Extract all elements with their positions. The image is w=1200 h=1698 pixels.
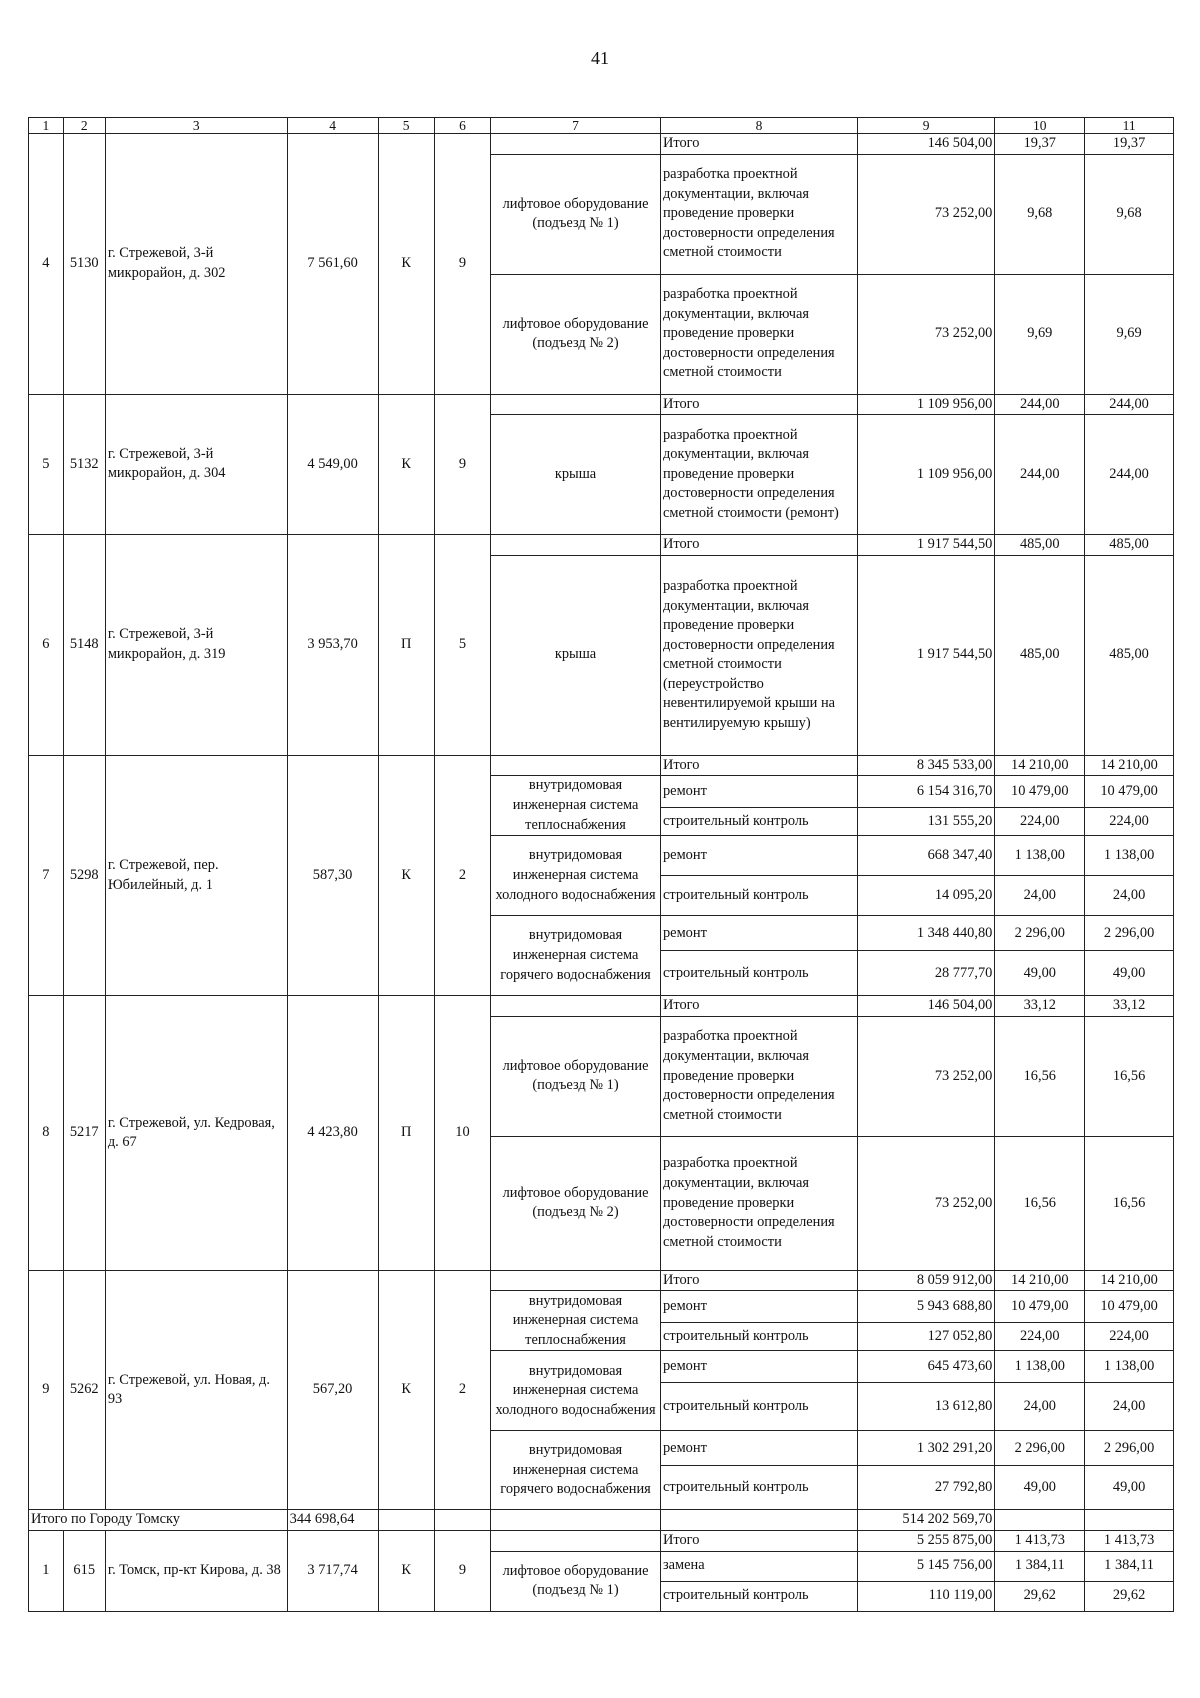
work-cost: 1 348 440,80 [857,916,994,951]
limit-per-m2: 10 479,00 [1085,1291,1174,1323]
city-total-row [29,1510,1174,1531]
work-cost: 6 154 316,70 [857,776,994,808]
house-code: 5132 [63,394,105,535]
cost-per-m2: 33,12 [995,996,1085,1017]
cost-per-m2: 19,37 [995,134,1085,155]
col-number: 11 [1085,118,1174,134]
element-name: внутридомовая инженерная система холодного водоснабжения [491,836,661,916]
house-code: 615 [63,1531,105,1612]
work-type: строительный контроль [660,808,857,836]
empty-cell [491,1510,661,1531]
house-area: 567,20 [287,1270,378,1510]
total-label: Итого [660,1270,857,1291]
floor-count: 5 [434,535,490,756]
row-number: 6 [29,535,64,756]
house-code: 5130 [63,134,105,395]
city-total-label: Итого по Городу Томску [29,1510,288,1531]
limit-per-m2: 16,56 [1085,1136,1174,1270]
work-cost: 73 252,00 [857,1016,994,1136]
limit-per-m2: 24,00 [1085,1383,1174,1431]
work-type: строительный контроль [660,876,857,916]
city-total-area: 344 698,64 [287,1510,378,1531]
table-row [29,134,1174,155]
work-cost: 127 052,80 [857,1323,994,1351]
work-cost: 13 612,80 [857,1383,994,1431]
empty-cell [378,1510,434,1531]
house-area: 587,30 [287,755,378,996]
empty-cell [491,535,661,556]
wall-material: К [378,755,434,996]
total-cost: 8 345 533,00 [857,755,994,776]
house-area: 3 953,70 [287,535,378,756]
limit-per-m2: 16,56 [1085,1016,1174,1136]
total-cost: 146 504,00 [857,134,994,155]
work-cost: 73 252,00 [857,274,994,394]
wall-material: П [378,996,434,1271]
house-code: 5148 [63,535,105,756]
wall-material: П [378,535,434,756]
empty-cell [1085,1510,1174,1531]
work-type: разработка проектной документации, включая проведение проверки достоверности определения сметной стоимости [660,154,857,274]
limit-per-m2: 10 479,00 [1085,776,1174,808]
empty-cell [491,394,661,415]
limit-per-m2: 224,00 [1085,808,1174,836]
row-number: 8 [29,996,64,1271]
work-cost: 27 792,80 [857,1466,994,1510]
limit-per-m2: 1 384,11 [1085,1551,1174,1581]
wall-material: К [378,394,434,535]
limit-per-m2: 244,00 [1085,415,1174,535]
cost-per-m2: 16,56 [995,1136,1085,1270]
limit-per-m2: 9,68 [1085,154,1174,274]
work-type: ремонт [660,1351,857,1383]
row-number: 1 [29,1531,64,1612]
element-name: внутридомовая инженерная система горячего водоснабжения [491,1431,661,1510]
col-number: 3 [105,118,287,134]
element-name: лифтовое оборудование (подъезд № 1) [491,1016,661,1136]
limit-per-m2: 2 296,00 [1085,1431,1174,1466]
house-area: 4 549,00 [287,394,378,535]
work-cost: 73 252,00 [857,1136,994,1270]
work-type: ремонт [660,1291,857,1323]
col-number: 5 [378,118,434,134]
work-type: разработка проектной документации, включая проведение проверки достоверности определения сметной стоимости [660,1136,857,1270]
work-cost: 110 119,00 [857,1581,994,1611]
cost-per-m2: 14 210,00 [995,1270,1085,1291]
element-name: внутридомовая инженерная система горячего водоснабжения [491,916,661,996]
cost-per-m2: 485,00 [995,555,1085,755]
table-row [29,1531,1174,1552]
cost-per-m2: 2 296,00 [995,1431,1085,1466]
cost-per-m2: 24,00 [995,876,1085,916]
cost-per-m2: 24,00 [995,1383,1085,1431]
total-label: Итого [660,1531,857,1552]
cost-per-m2: 2 296,00 [995,916,1085,951]
house-area: 3 717,74 [287,1531,378,1612]
house-code: 5217 [63,996,105,1271]
work-type: ремонт [660,916,857,951]
wall-material: К [378,1531,434,1612]
limit-per-m2: 14 210,00 [1085,1270,1174,1291]
cost-per-m2: 1 138,00 [995,836,1085,876]
work-cost: 5 943 688,80 [857,1291,994,1323]
work-type: ремонт [660,836,857,876]
cost-per-m2: 224,00 [995,808,1085,836]
floor-count: 2 [434,1270,490,1510]
work-cost: 131 555,20 [857,808,994,836]
table-row [29,394,1174,415]
empty-cell [660,1510,857,1531]
table-row [29,996,1174,1017]
col-number: 6 [434,118,490,134]
column-number-row [29,118,1174,134]
element-name: крыша [491,415,661,535]
element-name: внутридомовая инженерная система холодного водоснабжения [491,1351,661,1431]
cost-per-m2: 29,62 [995,1581,1085,1611]
cost-per-m2: 49,00 [995,1466,1085,1510]
house-address: г. Стрежевой, 3-й микрорайон, д. 302 [105,134,287,395]
table-row [29,1270,1174,1291]
element-name: лифтовое оборудование (подъезд № 1) [491,154,661,274]
work-type: строительный контроль [660,951,857,996]
empty-cell [491,1531,661,1552]
col-number: 4 [287,118,378,134]
wall-material: К [378,134,434,395]
work-cost: 14 095,20 [857,876,994,916]
cost-per-m2: 9,69 [995,274,1085,394]
cost-per-m2: 9,68 [995,154,1085,274]
empty-cell [491,755,661,776]
work-type: разработка проектной документации, включая проведение проверки достоверности определения сметной стоимости (ремонт) [660,415,857,535]
floor-count: 9 [434,394,490,535]
total-cost: 1 109 956,00 [857,394,994,415]
limit-per-m2: 244,00 [1085,394,1174,415]
col-number: 8 [660,118,857,134]
limit-per-m2: 1 138,00 [1085,836,1174,876]
limit-per-m2: 485,00 [1085,555,1174,755]
repair-program-table [28,117,1174,1612]
empty-cell [491,134,661,155]
floor-count: 10 [434,996,490,1271]
limit-per-m2: 24,00 [1085,876,1174,916]
limit-per-m2: 224,00 [1085,1323,1174,1351]
work-type: разработка проектной документации, включая проведение проверки достоверности определения сметной стоимости [660,1016,857,1136]
work-type: ремонт [660,1431,857,1466]
table-row [29,535,1174,556]
house-area: 4 423,80 [287,996,378,1271]
total-label: Итого [660,134,857,155]
house-address: г. Томск, пр-кт Кирова, д. 38 [105,1531,287,1612]
floor-count: 9 [434,134,490,395]
work-cost: 1 109 956,00 [857,415,994,535]
work-cost: 73 252,00 [857,154,994,274]
house-address: г. Стрежевой, ул. Кедровая, д. 67 [105,996,287,1271]
cost-per-m2: 1 138,00 [995,1351,1085,1383]
row-number: 7 [29,755,64,996]
cost-per-m2: 244,00 [995,394,1085,415]
work-type: ремонт [660,776,857,808]
work-type: строительный контроль [660,1383,857,1431]
work-type: строительный контроль [660,1581,857,1611]
empty-cell [995,1510,1085,1531]
floor-count: 9 [434,1531,490,1612]
house-address: г. Стрежевой, ул. Новая, д. 93 [105,1270,287,1510]
total-cost: 5 255 875,00 [857,1531,994,1552]
work-type: разработка проектной документации, включая проведение проверки достоверности определения сметной стоимости (переустройство невентилируемой крыши на вентилируемую крышу) [660,555,857,755]
col-number: 1 [29,118,64,134]
house-code: 5298 [63,755,105,996]
total-label: Итого [660,394,857,415]
total-label: Итого [660,996,857,1017]
work-cost: 5 145 756,00 [857,1551,994,1581]
col-number: 7 [491,118,661,134]
house-address: г. Стрежевой, пер. Юбилейный, д. 1 [105,755,287,996]
empty-cell [434,1510,490,1531]
element-name: внутридомовая инженерная система теплоснабжения [491,1291,661,1351]
city-total-sum: 514 202 569,70 [857,1510,994,1531]
cost-per-m2: 16,56 [995,1016,1085,1136]
empty-cell [491,996,661,1017]
limit-per-m2: 2 296,00 [1085,916,1174,951]
house-address: г. Стрежевой, 3-й микрорайон, д. 319 [105,535,287,756]
element-name: лифтовое оборудование (подъезд № 2) [491,1136,661,1270]
work-type: замена [660,1551,857,1581]
col-number: 2 [63,118,105,134]
house-address: г. Стрежевой, 3-й микрорайон, д. 304 [105,394,287,535]
work-cost: 668 347,40 [857,836,994,876]
row-number: 9 [29,1270,64,1510]
element-name: внутридомовая инженерная система теплоснабжения [491,776,661,836]
element-name: крыша [491,555,661,755]
work-cost: 645 473,60 [857,1351,994,1383]
total-cost: 146 504,00 [857,996,994,1017]
cost-per-m2: 10 479,00 [995,1291,1085,1323]
row-number: 4 [29,134,64,395]
empty-cell [491,1270,661,1291]
limit-per-m2: 19,37 [1085,134,1174,155]
limit-per-m2: 1 413,73 [1085,1531,1174,1552]
cost-per-m2: 1 384,11 [995,1551,1085,1581]
work-cost: 1 302 291,20 [857,1431,994,1466]
limit-per-m2: 9,69 [1085,274,1174,394]
cost-per-m2: 1 413,73 [995,1531,1085,1552]
cost-per-m2: 485,00 [995,535,1085,556]
limit-per-m2: 49,00 [1085,951,1174,996]
cost-per-m2: 10 479,00 [995,776,1085,808]
total-cost: 1 917 544,50 [857,535,994,556]
work-type: строительный контроль [660,1323,857,1351]
total-cost: 8 059 912,00 [857,1270,994,1291]
element-name: лифтовое оборудование (подъезд № 2) [491,274,661,394]
total-label: Итого [660,535,857,556]
house-code: 5262 [63,1270,105,1510]
element-name: лифтовое оборудование (подъезд № 1) [491,1551,661,1611]
floor-count: 2 [434,755,490,996]
page-number: 41 [591,48,609,68]
cost-per-m2: 14 210,00 [995,755,1085,776]
table-row [29,755,1174,776]
limit-per-m2: 14 210,00 [1085,755,1174,776]
col-number: 10 [995,118,1085,134]
limit-per-m2: 33,12 [1085,996,1174,1017]
wall-material: К [378,1270,434,1510]
cost-per-m2: 49,00 [995,951,1085,996]
limit-per-m2: 49,00 [1085,1466,1174,1510]
house-area: 7 561,60 [287,134,378,395]
cost-per-m2: 244,00 [995,415,1085,535]
cost-per-m2: 224,00 [995,1323,1085,1351]
work-type: разработка проектной документации, включая проведение проверки достоверности определения сметной стоимости [660,274,857,394]
row-number: 5 [29,394,64,535]
col-number: 9 [857,118,994,134]
work-type: строительный контроль [660,1466,857,1510]
work-cost: 1 917 544,50 [857,555,994,755]
total-label: Итого [660,755,857,776]
limit-per-m2: 485,00 [1085,535,1174,556]
limit-per-m2: 29,62 [1085,1581,1174,1611]
limit-per-m2: 1 138,00 [1085,1351,1174,1383]
work-cost: 28 777,70 [857,951,994,996]
